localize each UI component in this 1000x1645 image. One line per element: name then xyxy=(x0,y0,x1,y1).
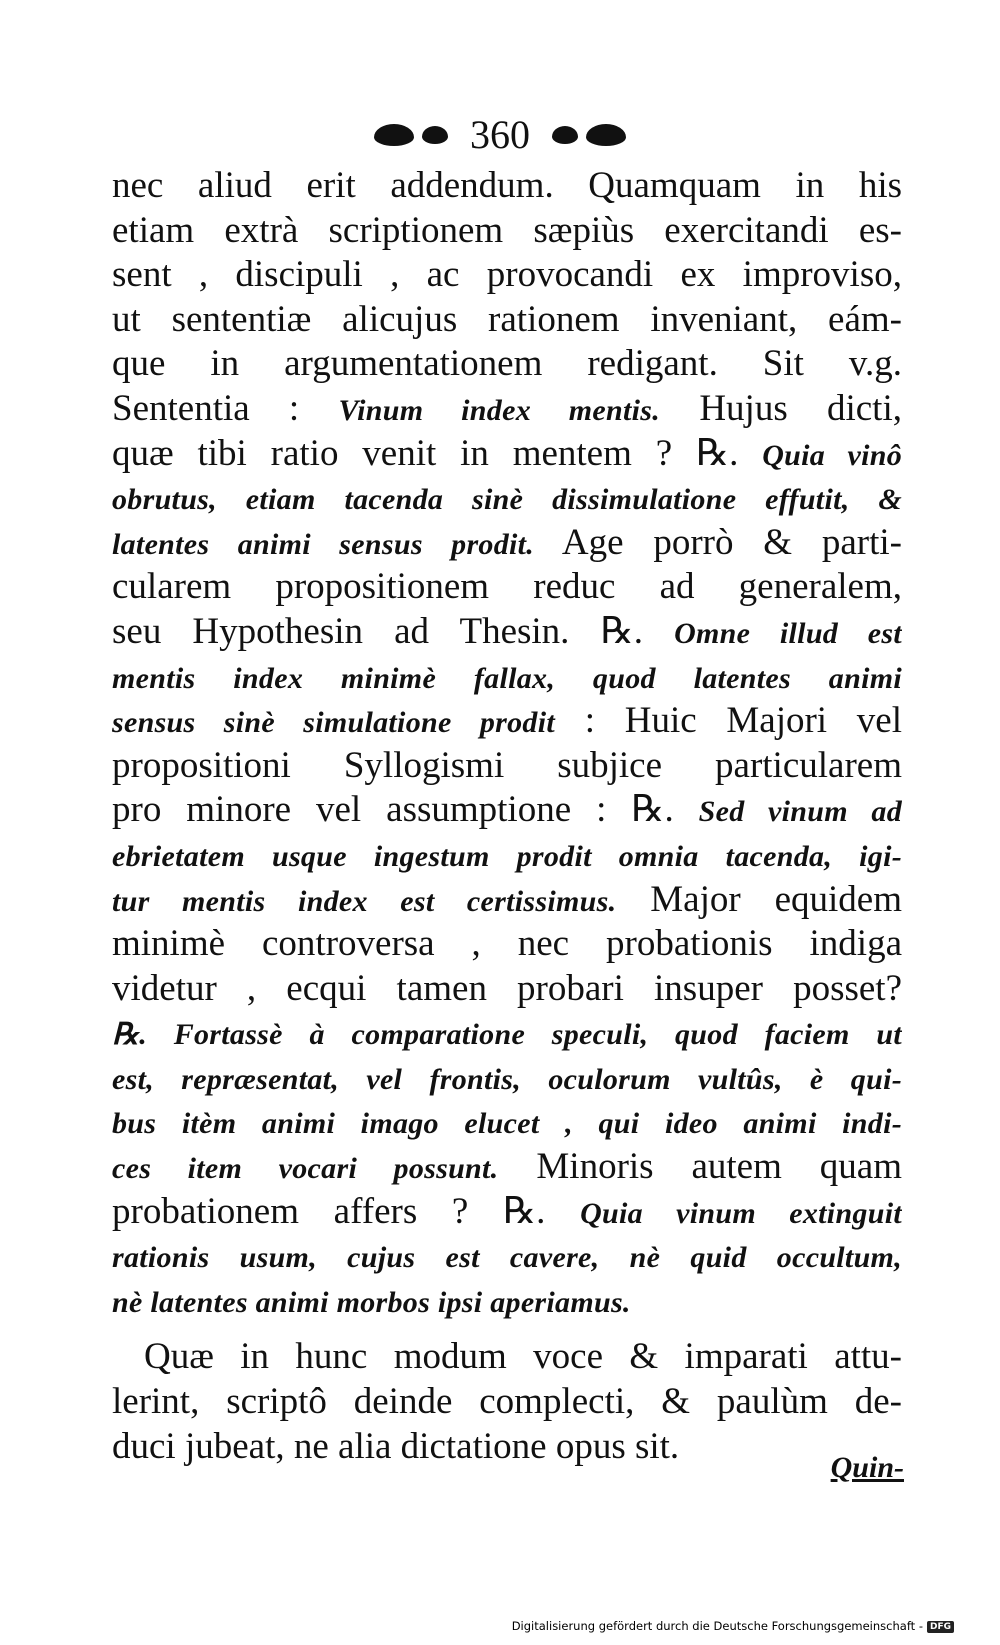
text-segment: pro minore vel assumptione : ℞. xyxy=(112,789,699,831)
text-segment: Major equidem xyxy=(616,878,902,920)
text-line xyxy=(112,1100,902,1145)
text-segment: cularem propositionem reduc ad generalem, xyxy=(112,566,902,608)
text-line xyxy=(112,1190,902,1235)
text-line xyxy=(112,1234,902,1279)
text-line xyxy=(112,1380,902,1425)
text-line xyxy=(112,432,902,477)
text-line xyxy=(112,164,902,209)
italic-segment: Sed vinum ad xyxy=(698,795,902,829)
right-bracket-ornament-icon xyxy=(552,126,578,144)
text-line xyxy=(112,655,902,700)
text-segment: nec aliud erit addendum. Quamquam in his xyxy=(112,165,902,206)
text-segment: Sententia : xyxy=(112,387,339,429)
page-number: 360 xyxy=(470,111,530,157)
italic-segment: mentis index minimè fallax, quod latentes animi xyxy=(112,661,902,695)
italic-segment: Quia vinum extinguit xyxy=(580,1196,902,1230)
text-segment: Minoris autem quam xyxy=(498,1146,902,1188)
italic-segment: Vinum index mentis. xyxy=(338,393,661,427)
text-line xyxy=(112,699,902,744)
italic-segment: ebrietatem usque ingestum prodit omnia tacenda, igi- xyxy=(112,839,902,873)
text-line xyxy=(112,1425,902,1470)
text-segment: duci jubeat, ne alia dictatione opus sit. xyxy=(112,1425,680,1467)
text-line xyxy=(112,342,902,387)
italic-segment: ℞. Fortassè à comparatione speculi, quod faciem ut xyxy=(112,1018,902,1052)
italic-segment: obrutus, etiam tacenda sinè dissimulatione effutit, & xyxy=(112,483,902,517)
italic-segment: bus itèm animi imago elucet , qui ideo animi indi- xyxy=(112,1107,902,1141)
catchword: Quin- xyxy=(830,1451,904,1484)
text-segment: seu Hypothesin ad Thesin. ℞. xyxy=(112,610,675,652)
right-ornament-icon xyxy=(586,124,626,146)
text-line xyxy=(112,878,902,923)
text-segment: propositioni Syllogismi subjice particularem xyxy=(112,744,902,786)
text-line xyxy=(112,253,902,298)
italic-segment: latentes animi sensus prodit. xyxy=(112,527,535,561)
text-line xyxy=(112,1011,902,1056)
text-line xyxy=(112,610,902,655)
text-line xyxy=(112,1279,902,1324)
text-segment: Age porrò & parti- xyxy=(534,521,902,563)
text-line xyxy=(112,922,902,967)
credit-text: Digitalisierung gefördert durch die Deutsche Forschungsgemeinschaft - xyxy=(511,1619,923,1633)
digitization-credit xyxy=(512,1619,954,1633)
text-line xyxy=(112,1056,902,1101)
text-line xyxy=(112,298,902,343)
italic-segment: ces item vocari possunt. xyxy=(112,1152,499,1186)
text-segment: minimè controversa , nec probationis indiga xyxy=(112,923,902,965)
text-line xyxy=(112,833,902,878)
text-segment: etiam extrà scriptionem sæpiùs exercitandi es- xyxy=(112,209,902,251)
text-segment: Hujus dicti, xyxy=(660,387,902,429)
italic-segment: rationis usum, cujus est cavere, nè quid occultum, xyxy=(112,1241,902,1275)
text-line xyxy=(112,744,902,789)
text-segment: ut sententiæ alicujus rationem inveniant, eám- xyxy=(112,298,902,340)
dfg-logo: DFG xyxy=(927,1621,954,1633)
text-line xyxy=(112,209,902,254)
italic-segment: Omne illud est xyxy=(674,616,902,650)
text-segment: quæ tibi ratio venit in mentem ? ℞. xyxy=(112,432,763,474)
italic-segment: tur mentis index est certissimus. xyxy=(112,884,617,918)
italic-segment: nè latentes animi morbos ipsi aperiamus. xyxy=(112,1285,631,1319)
text-segment: Quæ in hunc modum voce & imparati attu- xyxy=(144,1336,902,1378)
text-line xyxy=(112,1145,902,1190)
text-line xyxy=(112,967,902,1012)
italic-segment: sensus sinè simulatione prodit xyxy=(112,706,556,740)
text-line xyxy=(112,1335,902,1380)
text-segment: sent , discipuli , ac provocandi ex improviso, xyxy=(112,254,902,296)
italic-segment: est, repræsentat, vel frontis, oculorum vultûs, è qui- xyxy=(112,1062,902,1096)
italic-segment: Quia vinô xyxy=(762,438,902,472)
text-segment: lerint, scriptô deinde complecti, & paulùm de- xyxy=(112,1381,902,1423)
text-line xyxy=(112,387,902,432)
text-line xyxy=(112,788,902,833)
left-ornament-icon xyxy=(374,124,414,146)
left-bracket-ornament-icon xyxy=(422,126,448,144)
body-text xyxy=(112,164,902,1469)
text-segment: probationem affers ? ℞. xyxy=(112,1190,581,1232)
text-line xyxy=(112,476,902,521)
text-segment: que in argumentationem redigant. Sit v.g. xyxy=(112,343,902,385)
text-line xyxy=(112,521,902,566)
text-segment: : Huic Majori vel xyxy=(555,700,902,742)
text-line xyxy=(112,565,902,610)
page-header xyxy=(0,106,1000,160)
text-segment: videtur , ecqui tamen probari insuper posset? xyxy=(112,967,902,1009)
